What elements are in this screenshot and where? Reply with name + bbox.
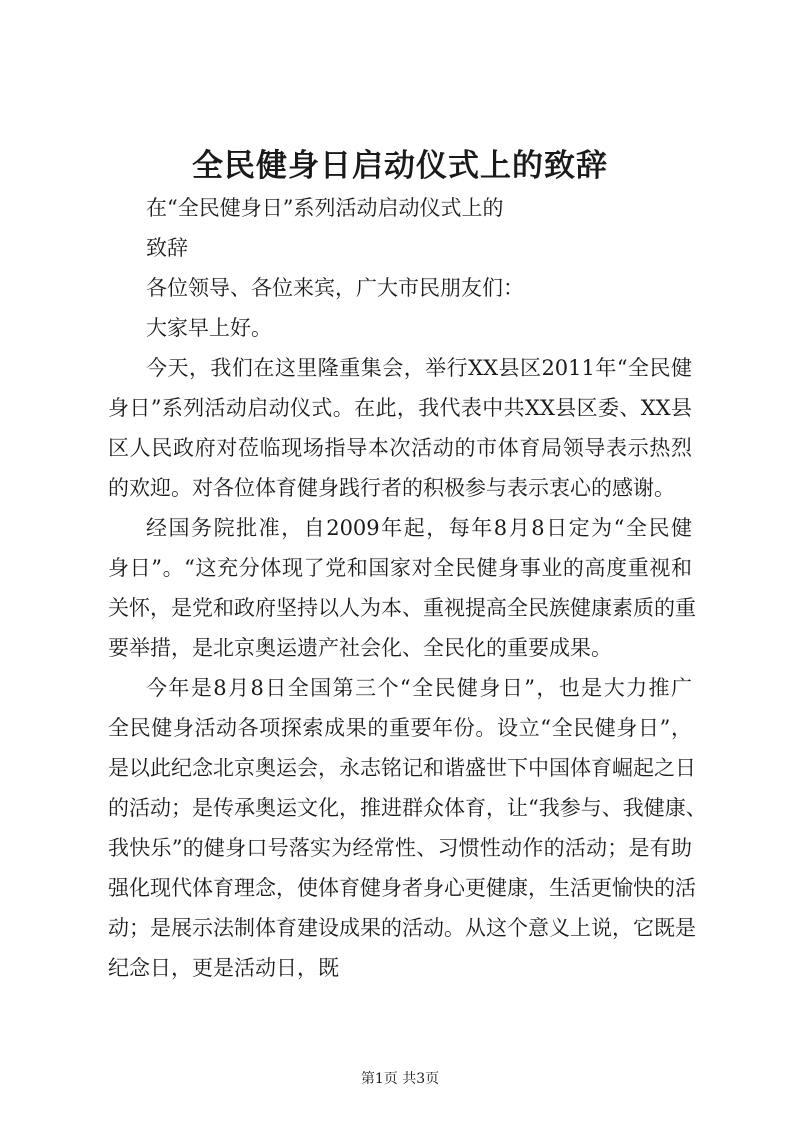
page-footer: 第1页 共3页 xyxy=(360,1071,440,1087)
text-line: 的活动；是传承奥运文化，推进群众体育，让“我参与、我健康、 xyxy=(108,796,707,820)
text-line: 各位领导、各位来宾，广大市民朋友们： xyxy=(146,276,524,300)
text-line: 是以此纪念北京奥运会，永志铭记和谐盛世下中国体育崛起之日 xyxy=(108,756,696,780)
text-line: 今年是8月8日全国第三个“全民健身日”，也是大力推广 xyxy=(146,676,692,700)
text-line: 致辞 xyxy=(146,236,188,260)
text-line: 强化现代体育理念，使体育健身者身心更健康，生活更愉快的活 xyxy=(108,876,696,900)
text-line: 身日”系列活动启动仪式。在此，我代表中共XX县区委、XX县 xyxy=(108,396,692,420)
text-line: 身日”。“这充分体现了党和国家对全民健身事业的高度重视和 xyxy=(108,556,692,580)
document-title: 全民健身日启动仪式上的致辞 xyxy=(192,148,608,184)
text-line: 纪念日，更是活动日，既 xyxy=(108,956,339,980)
text-line: 经国务院批准，自2009年起，每年8月8日定为“全民健 xyxy=(146,516,692,540)
text-line: 的欢迎。对各位体育健身践行者的积极参与表示衷心的感谢。 xyxy=(108,476,675,500)
document-body xyxy=(108,188,707,988)
text-line: 我快乐”的健身口号落实为经常性、习惯性动作的活动；是有助 xyxy=(108,836,692,860)
text-line: 大家早上好。 xyxy=(146,316,272,340)
text-line: 在“全民健身日”系列活动启动仪式上的 xyxy=(146,196,504,220)
text-line: 今天，我们在这里隆重集会，举行XX县区2011年“全民健 xyxy=(146,356,692,380)
text-line: 动；是展示法制体育建设成果的活动。从这个意义上说，它既是 xyxy=(108,916,696,940)
text-line: 关怀，是党和政府坚持以人为本、重视提高全民族健康素质的重 xyxy=(108,596,696,620)
text-line: 全民健身活动各项探索成果的重要年份。设立“全民健身日”， xyxy=(108,716,692,740)
text-line: 要举措，是北京奥运遗产社会化、全民化的重要成果。 xyxy=(108,636,612,660)
text-line: 区人民政府对莅临现场指导本次活动的市体育局领导表示热烈 xyxy=(108,436,692,460)
